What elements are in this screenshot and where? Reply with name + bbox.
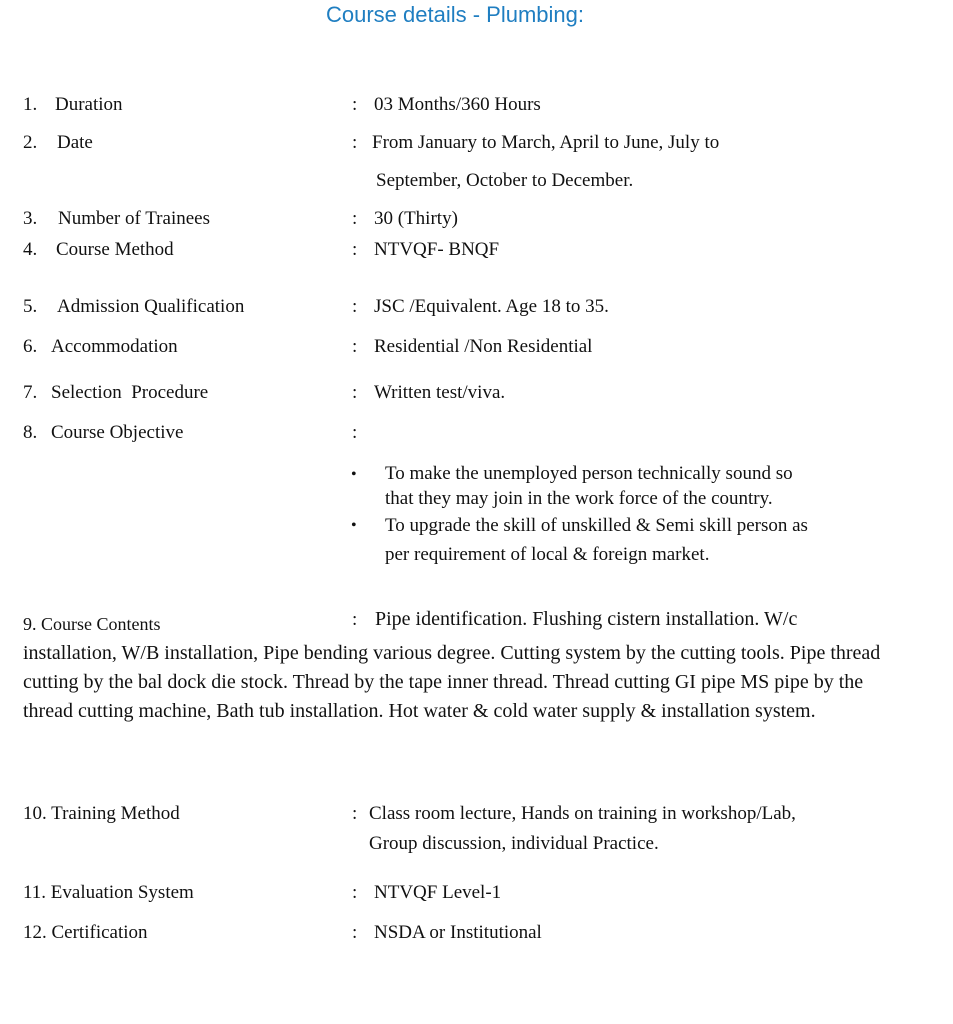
colon: : <box>352 422 358 443</box>
label-training-method: 10. Training Method <box>23 803 180 824</box>
item-number: 6. <box>23 336 38 357</box>
label-course-method: Course Method <box>56 239 174 260</box>
item-number: 8. <box>23 422 38 443</box>
objective-line: To upgrade the skill of unskilled & Semi skill person as <box>385 515 808 536</box>
label-certification: 12. Certification <box>23 922 148 943</box>
label-course-objective: Course Objective <box>51 422 184 443</box>
colon: : <box>352 239 358 260</box>
value-training-method-continued: Group discussion, individual Practice. <box>369 833 659 854</box>
label-accommodation: Accommodation <box>51 336 178 357</box>
value-date-continued: September, October to December. <box>376 170 634 191</box>
colon: : <box>352 94 358 115</box>
item-number: 4. <box>23 239 38 260</box>
colon: : <box>352 803 358 824</box>
course-contents-paragraph: installation, W/B installation, Pipe bending various degree. Cutting system by the cutting tools. Pipe thread cutting by the bal dock die stock. Thread by the tape inner thread. Thread cutting GI pipe MS pipe by the thread cutting machine, Bath tub installation. Hot water & cold water supply & installation system. <box>23 642 881 722</box>
objective-line: To make the unemployed person technically sound so <box>385 463 793 484</box>
value-course-method: NTVQF- BNQF <box>374 239 500 260</box>
item-number: 7. <box>23 382 38 403</box>
colon: : <box>352 208 358 229</box>
item-number: 2. <box>23 132 38 153</box>
value-training-method: Class room lecture, Hands on training in workshop/Lab, <box>369 803 796 824</box>
colon: : <box>352 922 358 943</box>
item-number: 3. <box>23 208 38 229</box>
label-duration: Duration <box>55 94 123 115</box>
label-admission-qualification: Admission Qualification <box>57 296 245 317</box>
bullet-icon: • <box>351 466 357 483</box>
colon: : <box>352 336 358 357</box>
objective-line: that they may join in the work force of the country. <box>385 488 773 509</box>
label-evaluation-system: 11. Evaluation System <box>23 882 194 903</box>
value-course-contents-first-line: Pipe identification. Flushing cistern installation. W/c <box>375 608 798 630</box>
label-number-of-trainees: Number of Trainees <box>58 208 210 229</box>
label-date: Date <box>57 132 93 153</box>
colon: : <box>352 382 358 403</box>
value-duration: 03 Months/360 Hours <box>374 94 541 115</box>
objective-line: per requirement of local & foreign market. <box>385 544 710 565</box>
value-evaluation-system: NTVQF Level-1 <box>374 882 502 903</box>
bullet-icon: • <box>351 517 357 534</box>
value-selection-procedure: Written test/viva. <box>374 382 506 403</box>
colon: : <box>352 132 358 153</box>
value-number-of-trainees: 30 (Thirty) <box>374 208 458 229</box>
colon: : <box>352 882 358 903</box>
value-accommodation: Residential /Non Residential <box>374 336 593 357</box>
item-number: 5. <box>23 296 38 317</box>
label-course-contents: 9. Course Contents <box>23 614 161 634</box>
colon: : <box>352 296 358 317</box>
value-date: From January to March, April to June, July to <box>372 132 720 153</box>
page-title: Course details - Plumbing: <box>325 2 584 27</box>
item-number: 1. <box>23 94 38 115</box>
colon: : <box>352 609 358 630</box>
label-selection-procedure: Selection Procedure <box>51 382 209 403</box>
value-certification: NSDA or Institutional <box>374 922 542 943</box>
value-admission-qualification: JSC /Equivalent. Age 18 to 35. <box>374 296 609 317</box>
